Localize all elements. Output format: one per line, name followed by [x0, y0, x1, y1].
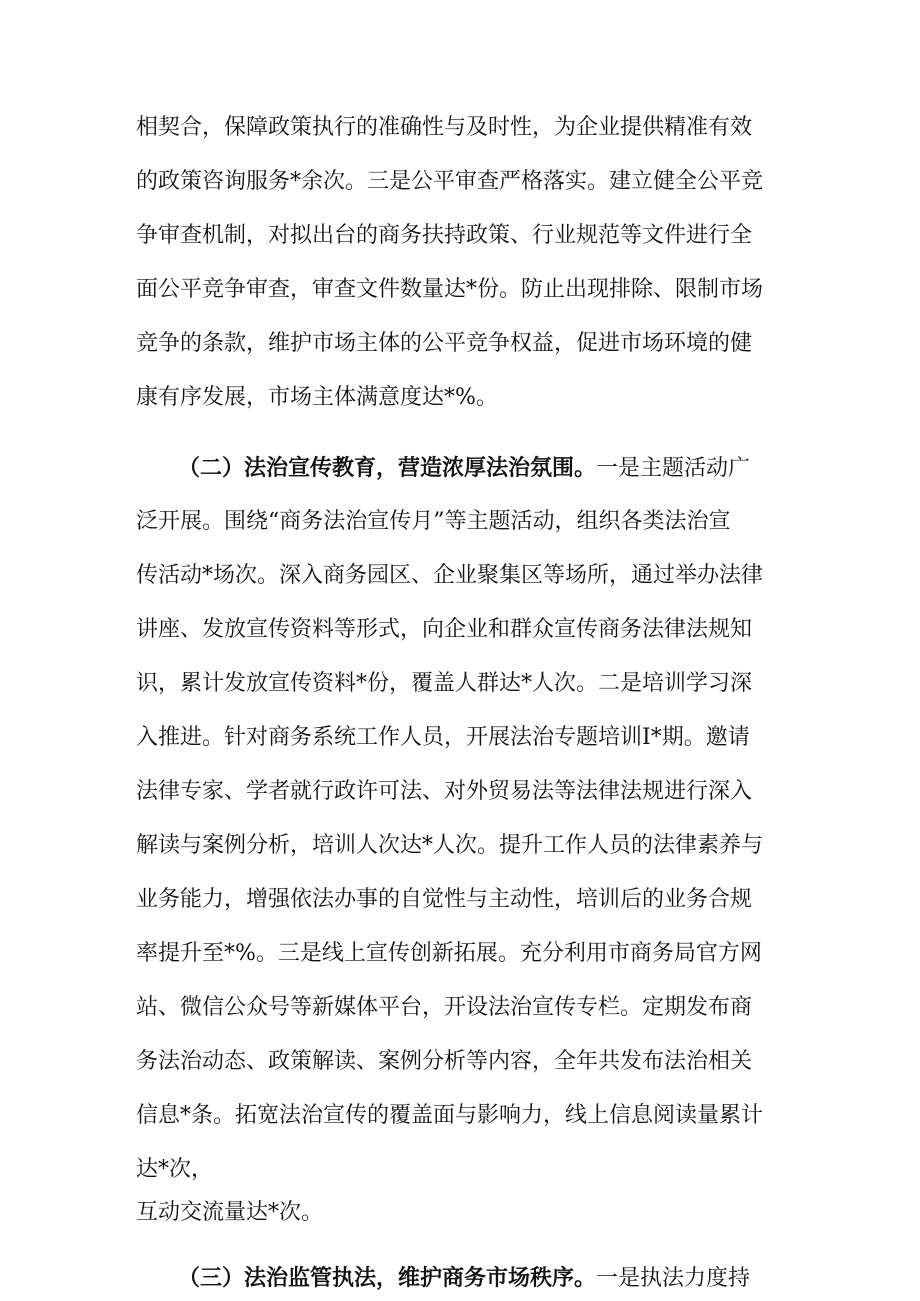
- section-heading-title: （二）法治宣传教育，营造浓厚法治氛围。: [178, 455, 597, 481]
- paragraph-line: 争审查机制，对拟出台的商务扶持政策、行业规范等文件进行全: [136, 223, 753, 248]
- section-heading-title: （三）法治监管执法，维护商务市场秩序。: [178, 1265, 597, 1291]
- paragraph-line: 入推进。针对商务系统工作人员，开展法治专题培训I*期。邀请: [136, 725, 750, 750]
- paragraph-line: 讲座、发放宣传资料等形式，向企业和群众宣传商务法律法规知: [136, 617, 753, 642]
- paragraph-line: 的政策咨询服务*余次。三是公平审查严格落实。建立健全公平竞: [136, 169, 764, 194]
- paragraph-line: 康有序发展，市场主体满意度达*%。: [136, 385, 498, 410]
- paragraph-line: 务法治动态、政策解读、案例分析等内容，全年共发布法治相关: [136, 1049, 753, 1074]
- paragraph-line: 信息*条。拓宽法治宣传的覆盖面与影响力，线上信息阅读量累计: [136, 1103, 764, 1128]
- paragraph-line: 互动交流量达*次。: [136, 1200, 324, 1225]
- paragraph-line: 法律专家、学者就行政许可法、对外贸易法等法律法规进行深入: [136, 779, 753, 804]
- paragraph-line: 达*次，: [136, 1157, 214, 1182]
- paragraph-line: 泛开展。围绕“商务法治宣传月”等主题活动，组织各类法治宣: [136, 509, 731, 534]
- section-heading-continuation: 一是执法力度持: [596, 1266, 751, 1291]
- section-heading-3: [178, 1263, 750, 1294]
- section-heading-continuation: 一是主题活动广: [596, 456, 751, 481]
- paragraph-line: 识，累计发放宣传资料*份，覆盖人群达*人次。二是培训学习深: [136, 671, 753, 696]
- paragraph-line: 面公平竞争审查，审查文件数量达*份。防止出现排除、限制市场: [136, 277, 764, 302]
- paragraph-line: 传活动*场次。深入商务园区、企业聚集区等场所，通过举办法律: [136, 563, 764, 588]
- paragraph-line: 竞争的条款，维护市场主体的公平竞争权益，促进市场环境的健: [136, 331, 753, 356]
- section-heading-2: [178, 453, 750, 484]
- paragraph-line: 率提升至*%。三是线上宣传创新拓展。充分利用市商务局官方网: [136, 941, 762, 966]
- paragraph-line: 业务能力，增强依法办事的自觉性与主动性，培训后的业务合规: [136, 887, 753, 912]
- paragraph-line: 站、微信公众号等新媒体平台，开设法治宣传专栏。定期发布商: [136, 995, 753, 1020]
- paragraph-line: 解读与案例分析，培训人次达*人次。提升工作人员的法律素养与: [136, 833, 764, 858]
- paragraph-line: 相契合，保障政策执行的准确性与及时性，为企业提供精准有效: [136, 115, 753, 140]
